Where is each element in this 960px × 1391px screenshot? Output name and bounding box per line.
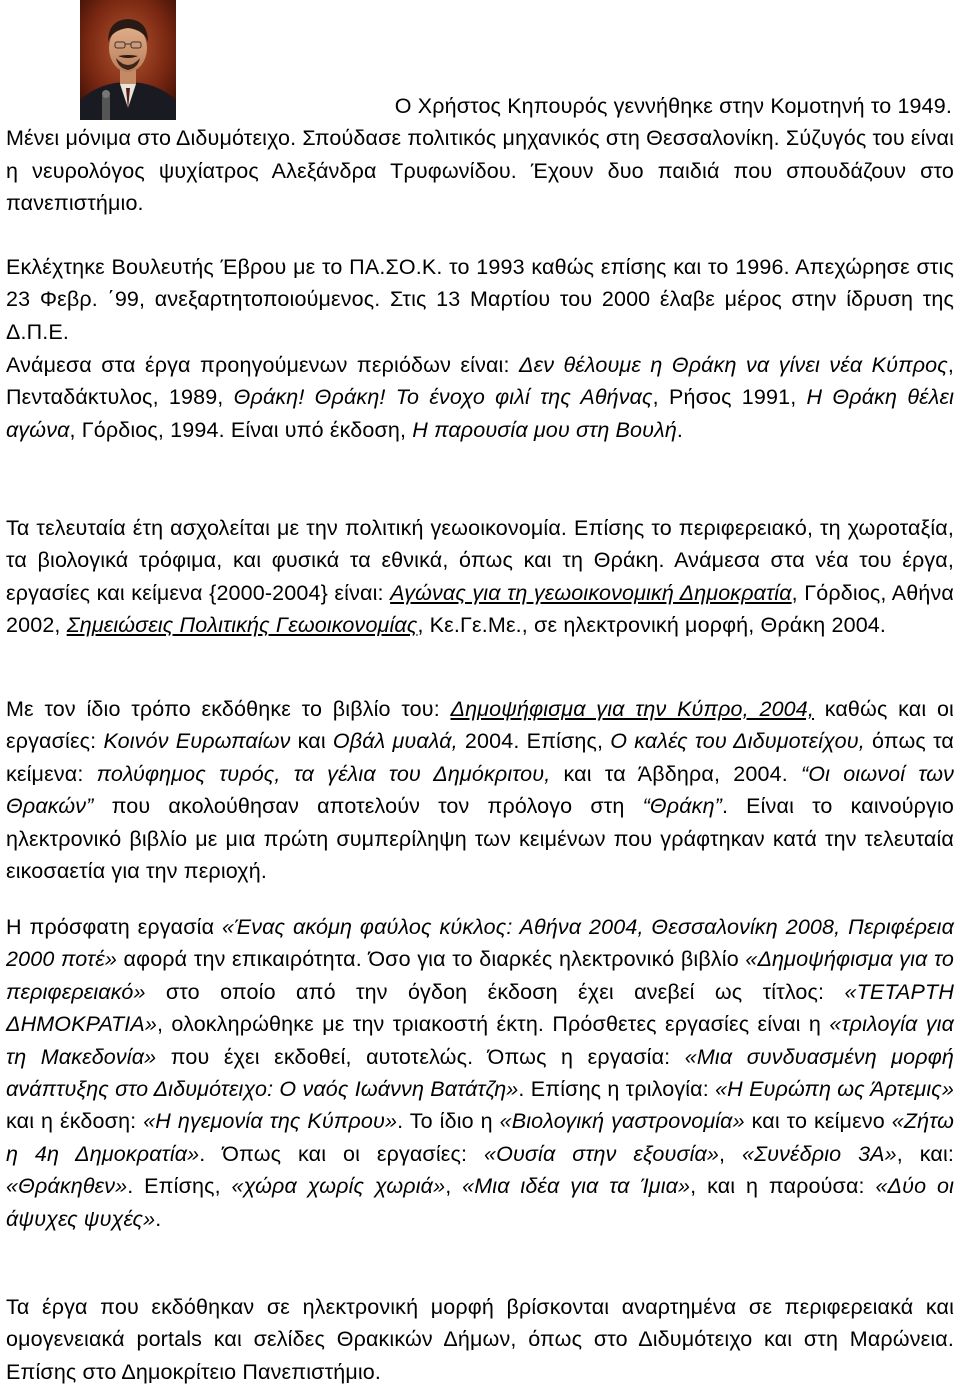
text-span: και το κείμενο xyxy=(744,1109,892,1134)
text-span: , Πενταδάκτυλος, 1989, xyxy=(6,353,954,410)
text-span: Η πρόσφατη εργασία xyxy=(6,915,222,939)
work-title: «Δύο οι άψυχες ψυχές» xyxy=(6,1174,955,1231)
work-title: «Συνέδριο 3Α» xyxy=(742,1141,897,1166)
text-span: Με τον ίδιο τρόπο εκδόθηκε το βιβλίο του: xyxy=(6,697,451,721)
work-title: Θράκη! Θράκη! Το ένοχο φιλί της Αθήνας xyxy=(233,385,653,410)
work-title: Δημοψήφισμα για την Κύπρο, 2004, xyxy=(450,697,815,721)
work-title: Η παρουσία μου στη Βουλή xyxy=(412,417,677,442)
work-title: «Ένας ακόμη φαύλος κύκλος: Αθήνα 2004, Θεσσαλονίκη 2008, Περιφέρεια 2000 ποτέ» xyxy=(6,915,954,972)
text-span: όπως τα κείμενα: xyxy=(6,729,954,786)
work-title: Σημειώσεις Πολιτικής Γεωοικονομίας xyxy=(66,613,418,638)
work-title: «χώρα χωρίς χωριά» xyxy=(231,1174,446,1199)
work-title: «Θράκηθεν» xyxy=(6,1174,128,1199)
text-span: αφορά την επικαιρότητα. Όσο για το διαρκές ηλεκτρονικό βιβλίο xyxy=(116,947,746,972)
text-span: , ολοκληρώθηκε με την τριακοστή έκτη. Πρόσθετες εργασίες είναι η xyxy=(156,1012,830,1037)
work-title: “Οι οιωνοί των Θρακών” xyxy=(6,761,955,819)
text-span: Τα τελευταία έτη ασχολείται με την πολιτική γεωοικονομία. Επίσης το περιφερειακό, τη χωροταξία, τα βιολογικά τρόφιμα, και φυσικά τα εθνικά, όπως και τη Θράκη. Ανάμεσα στα νέα του έργα, εργασίες και κείμενα {2000-2004} είναι: xyxy=(6,516,954,605)
text-span: , και η παρούσα: xyxy=(690,1174,876,1199)
text-span: που έχει εκδοθεί, αυτοτελώς. Όπως η εργασία: xyxy=(156,1044,685,1069)
paragraph-recent-interests xyxy=(6,512,954,642)
work-title: Ο καλές του Διδυμοτείχου, xyxy=(610,729,865,754)
text-span: , xyxy=(719,1141,743,1166)
text-span: , και: xyxy=(896,1141,955,1166)
text-span: που ακολούθησαν αποτελούν τον πρόλογο στη xyxy=(93,794,643,819)
paragraph-electronic-publications: Τα έργα που εκδόθηκαν σε ηλεκτρονική μορφή βρίσκονται αναρτημένα σε περιφερειακά και ομογενειακά portals και σελίδες Θρακικών Δήμων, όπως στο Διδυμότειχο και στη Μαρώνεια. Επίσης στο Δημοκρίτειο Πανεπιστήμιο. xyxy=(6,1295,954,1384)
paragraph-birth-lead: Ο Χρήστος Κηπουρός γεννήθηκε στην Κομοτηνή το 1949. xyxy=(394,94,952,118)
work-title: «Η ηγεμονία της Κύπρου» xyxy=(143,1109,398,1134)
work-title: «Βιολογική γαστρονομία» xyxy=(499,1109,745,1134)
work-title: «Μια συνδυασμένη μορφή ανάπτυξης στο Διδυμότειχο: Ο ναός Ιωάννη Βατάτζη» xyxy=(6,1044,955,1102)
work-title: «Μια ιδέα για τα Ίμια» xyxy=(462,1174,691,1199)
work-title: Δεν θέλουμε η Θράκη να γίνει νέα Κύπρος xyxy=(519,353,948,377)
paragraph-referendum-book xyxy=(6,693,954,887)
text-span: 2004. Επίσης, xyxy=(457,729,611,754)
text-span: στο οποίο από την όγδοη έκδοση έχει ανεβεί ως τίτλος: xyxy=(145,979,845,1004)
work-title: Η Θράκη θέλει αγώνα xyxy=(6,385,954,442)
work-title: «Ουσία στην εξουσία» xyxy=(483,1141,720,1166)
text-span: . Είναι το καινούργιο ηλεκτρονικό βιβλίο με μια πρώτη συμπερίληψη των κειμένων που γράφτηκαν κατά την τελευταία εικοσαετία για την περιοχή. xyxy=(6,794,954,884)
paragraph-birth xyxy=(6,90,954,220)
text-span: καθώς και οι εργασίες: xyxy=(6,697,954,754)
work-title: «Δημοψήφισμα για το περιφερειακό» xyxy=(6,947,954,1004)
work-title: Αγώνας για τη γεωοικονομική Δημοκρατία xyxy=(390,580,792,605)
text-span: , Γόρδιος, Αθήνα 2002, xyxy=(6,580,954,638)
text-span: , Γόρδιος, 1994. Είναι υπό έκδοση, xyxy=(69,417,413,442)
work-title: πολύφημος τυρός, τα γέλια του Δημόκριτου, xyxy=(96,761,551,786)
work-title: «Ζήτω η 4η Δημοκρατία» xyxy=(6,1109,954,1166)
text-span: , Κε.Γε.Με., σε ηλεκτρονική μορφή, Θράκη 2004. xyxy=(417,613,887,638)
text-span: . Επίσης, xyxy=(127,1174,232,1199)
text-span: και τα Άβδηρα, 2004. xyxy=(550,761,801,786)
work-title: «τριλογία για τη Μακεδονία» xyxy=(6,1012,954,1069)
paragraph-birth-rest: Μένει μόνιμα στο Διδυμότειχο. Σπούδασε πολιτικός μηχανικός στη Θεσσαλονίκη. Σύζυγός του είναι η νευρολόγος ψυχίατρος Αλεξάνδρα Τρυφωνίδου. Έχουν δυο παιδιά που σπουδάζουν στο πανεπιστήμιο. xyxy=(6,126,954,216)
work-title: «Η Ευρώπη ως Άρτεμις» xyxy=(715,1077,955,1102)
text-span: . Το ίδιο η xyxy=(397,1109,500,1134)
text-span: και η έκδοση: xyxy=(6,1109,144,1134)
text-span: και xyxy=(290,729,333,754)
paragraph-recent-work xyxy=(6,911,954,1235)
work-title: Κοινόν Ευρωπαίων xyxy=(103,729,291,754)
text-span: . xyxy=(155,1206,162,1231)
paragraph-previous-works xyxy=(6,349,954,446)
paragraph-elected: Εκλέχτηκε Βουλευτής Έβρου με το ΠΑ.ΣΟ.Κ. το 1993 καθώς επίσης και το 1996. Απεχώρησε στις 23 Φεβρ. ΄99, ανεξαρτητοποιούμενος. Στις 13 Μαρτίου του 2000 έλαβε μέρος στην ίδρυση της Δ.Π.Ε. xyxy=(6,255,954,344)
text-span: . Επίσης η τριλογία: xyxy=(518,1077,716,1102)
work-title: «ΤΕΤΑΡΤΗ ΔΗΜΟΚΡΑΤΙΑ» xyxy=(6,979,954,1037)
text-span: , Ρήσος 1991, xyxy=(652,385,807,410)
work-title: Οβάλ μυαλά, xyxy=(332,729,458,754)
work-title: “Θράκη” xyxy=(642,794,722,819)
text-span: , xyxy=(445,1174,463,1199)
text-span: . Όπως και οι εργασίες: xyxy=(199,1141,484,1166)
text-span: . xyxy=(676,417,684,442)
text-span: Ανάμεσα στα έργα προηγούμενων περιόδων είναι: xyxy=(6,353,520,377)
